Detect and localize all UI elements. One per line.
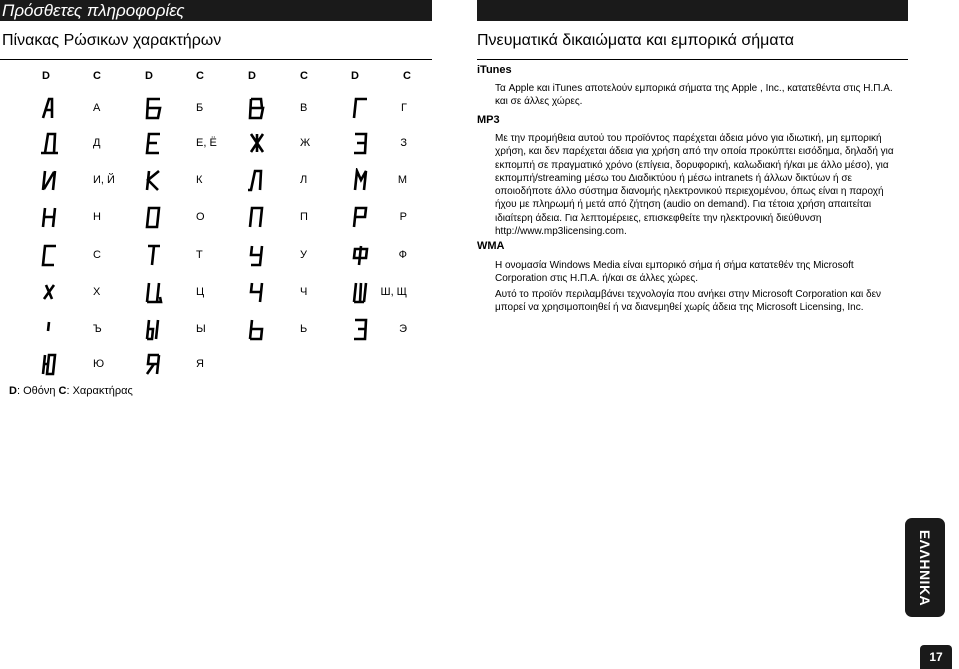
table-title: Πίνακας Ρώσικων χαρακτήρων	[2, 32, 222, 49]
table-row	[38, 243, 418, 271]
divider	[477, 59, 908, 60]
section-header-title: Πρόσθετες πληροφορίες	[2, 1, 185, 20]
character-cell: П	[300, 211, 308, 223]
character-cell: Ы	[196, 323, 206, 335]
character-cell: Ю	[93, 358, 105, 370]
wma-heading: WMA	[477, 240, 505, 252]
display-glyph	[245, 168, 269, 192]
character-cell: Н	[93, 211, 101, 223]
wma-text-2: Αυτό το προϊόν περιλαμβάνει τεχνολογία που ανήκει στην Microsoft Corporation και δεν μπορεί να χρησιμοποιηθεί ή να διανεμηθεί χωρίς άδεια της Microsoft Licensing, Inc.	[495, 289, 882, 314]
table-row	[38, 205, 418, 233]
character-cell: Э	[399, 323, 407, 335]
character-cell: Ц	[196, 286, 205, 298]
character-cell: У	[300, 249, 307, 261]
display-glyph	[245, 317, 269, 341]
table-row	[38, 131, 418, 159]
character-cell: Е, Ё	[196, 137, 217, 149]
legend-c-text: : Χαρακτήρας	[66, 385, 133, 397]
divider	[0, 59, 432, 60]
character-cell: Г	[401, 102, 407, 114]
header-d: D	[145, 70, 153, 82]
display-glyph	[349, 205, 373, 229]
character-cell: А	[93, 102, 101, 114]
wma-text-1: Η ονομασία Windows Media είναι εμπορικό σήμα ή σήμα κατατεθέν της Microsoft Corporation στις Η.Π.Α. ή/και σε άλλες χώρες.	[495, 260, 854, 285]
page-number: 17	[920, 645, 952, 669]
character-cell: Р	[399, 211, 407, 223]
legend-d: D	[9, 385, 17, 397]
character-cell: Ч	[300, 286, 308, 298]
character-cell: Ш, Щ	[380, 286, 407, 298]
section-header-bar	[0, 0, 432, 21]
display-glyph	[38, 280, 62, 304]
display-glyph	[38, 168, 62, 192]
table-header	[38, 70, 418, 84]
character-cell: Ь	[300, 323, 308, 335]
display-glyph	[142, 168, 166, 192]
display-glyph	[245, 131, 269, 155]
display-glyph	[245, 280, 269, 304]
character-cell: М	[397, 174, 407, 186]
table-row	[38, 280, 418, 308]
character-cell: С	[93, 249, 101, 261]
language-tab-label: ΕΛΛΗΝΙΚΑ	[917, 529, 933, 606]
character-cell: В	[300, 102, 308, 114]
display-glyph	[142, 352, 166, 376]
display-glyph	[142, 131, 166, 155]
character-cell: Л	[300, 174, 308, 186]
header-c: C	[93, 70, 101, 82]
character-cell: Д	[93, 137, 101, 149]
display-glyph	[349, 168, 373, 192]
display-glyph	[142, 317, 166, 341]
header-c: C	[403, 70, 411, 82]
character-cell: Х	[93, 286, 101, 298]
legend-c: C	[58, 385, 67, 397]
display-glyph	[349, 280, 373, 304]
display-glyph	[349, 131, 373, 155]
itunes-heading: iTunes	[477, 64, 512, 76]
display-glyph	[245, 96, 269, 120]
character-cell: И, Й	[93, 174, 115, 186]
itunes-text: Τα Apple και iTunes αποτελούν εμπορικά σήματα της Apple , Inc., κατατεθέντα στις Η.Π.Α. και σε άλλες χώρες.	[495, 83, 893, 108]
header-d: D	[351, 70, 359, 82]
language-tab	[905, 518, 945, 617]
header-c: C	[300, 70, 308, 82]
header-d: D	[248, 70, 256, 82]
character-cell: К	[196, 174, 203, 186]
display-glyph	[38, 96, 62, 120]
display-glyph	[142, 205, 166, 229]
character-cell: Ж	[300, 137, 311, 149]
character-cell: О	[196, 211, 205, 223]
section-header-bar-right	[477, 0, 908, 21]
display-glyph	[142, 243, 166, 267]
display-glyph	[245, 205, 269, 229]
character-cell: Б	[196, 102, 204, 114]
table-row	[38, 317, 418, 345]
character-cell: З	[400, 137, 407, 149]
mp3-text: Με την προμήθεια αυτού του προϊόντος παρέχεται άδεια μόνο για ιδιωτική, μη εμπορική χρήση, και δεν παρέχεται άδεια για χρήση από την οποία προκύπτει εισόδημα, δηλαδή για εκπομπή σε πραγματικό χρόνο (επίγεια, δορυφορική, καλωδιακή ή/και με άλλο μέσο), για εκπομπή/streaming μέσω του Διαδικτύου ή μέσω intranets ή άλλων δικτύων ή σε οποιοδήποτε άλλο σύστημα διανομής ηλεκτρονικού περιεχομένου, όπως είναι η παροχή ήχου με πληρωμή ή μετά από ζήτηση (audio on demand). Για τέτοια χρήση απαιτείται ιδιαίτερη άδεια. Για λεπτομέρειες, επισκεφθείτε την ηλεκτρονική διεύθυνση http://www.mp3licensing.com.	[495, 133, 894, 238]
display-glyph	[142, 280, 166, 304]
display-glyph	[245, 243, 269, 267]
table-row	[38, 96, 418, 124]
character-cell: Я	[196, 358, 204, 370]
display-glyph	[38, 205, 62, 229]
table-legend	[9, 385, 133, 397]
mp3-heading: MP3	[477, 114, 500, 126]
character-cell: Ъ	[93, 323, 102, 335]
character-cell: Т	[196, 249, 203, 261]
legend-d-text: : Οθόνη	[16, 385, 59, 397]
table-row	[38, 352, 418, 380]
display-glyph	[38, 243, 62, 267]
copyright-title: Πνευματικά δικαιώματα και εμπορικά σήματα	[477, 32, 794, 49]
character-cell: Ф	[398, 249, 407, 261]
header-c: C	[196, 70, 204, 82]
display-glyph	[349, 317, 373, 341]
header-d: D	[42, 70, 50, 82]
display-glyph	[38, 317, 62, 341]
display-glyph	[38, 131, 62, 155]
display-glyph	[142, 96, 166, 120]
display-glyph	[349, 96, 373, 120]
display-glyph	[38, 352, 62, 376]
table-row	[38, 168, 418, 196]
display-glyph	[349, 243, 373, 267]
